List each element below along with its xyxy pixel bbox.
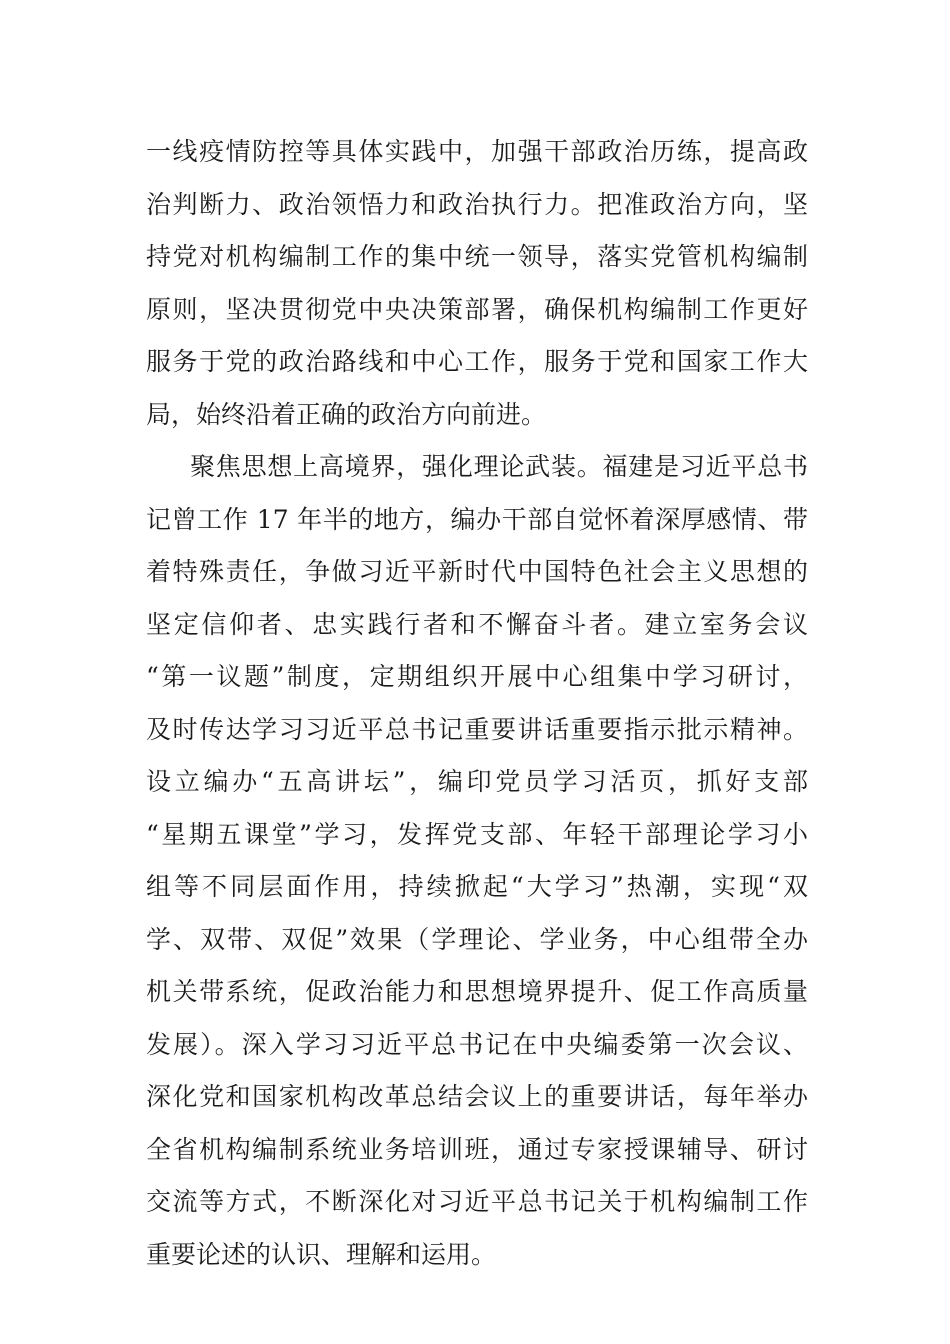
paragraph-2 [146,441,808,1281]
paragraph-line: 着特殊责任，争做习近平新时代中国特色社会主义思想的 [146,557,808,586]
document-body [146,126,808,1281]
paragraph-line: 发展）。深入学习习近平总书记在中央编委第一次会议、 [146,1029,808,1059]
paragraph-line: 组等不同层面作用，持续掀起“大学习”热潮，实现“双 [146,872,808,901]
paragraph-line: “第一议题”制度，定期组织开展中心组集中学习研讨， [146,662,808,691]
paragraph-line: 坚定信仰者、忠实践行者和不懈奋斗者。建立室务会议 [146,609,808,639]
paragraph-line: 深化党和国家机构改革总结会议上的重要讲话，每年举办 [146,1082,808,1111]
paragraph-line: 设立编办“五高讲坛”，编印党员学习活页，抓好支部 [146,767,808,796]
paragraph-line: 持党对机构编制工作的集中统一领导，落实党管机构编制 [146,242,808,271]
paragraph-line: 一线疫情防控等具体实践中，加强干部政治历练，提高政 [146,137,808,166]
paragraph-line: 机关带系统，促政治能力和思想境界提升、促工作高质量 [146,977,808,1006]
paragraph-line: 学、双带、双促”效果（学理论、学业务，中心组带全办 [146,924,808,954]
paragraph-line: 全省机构编制系统业务培训班，通过专家授课辅导、研讨 [146,1134,808,1164]
paragraph-line: 聚焦思想上高境界，强化理论武装。福建是习近平总书 [190,452,808,481]
paragraph-line: 原则，坚决贯彻党中央决策部署，确保机构编制工作更好 [146,294,808,324]
paragraph-line: 重要论述的认识、理解和运用。 [146,1239,497,1269]
paragraph-line: 及时传达学习习近平总书记重要讲话重要指示批示精神。 [146,714,808,744]
paragraph-line: 交流等方式，不断深化对习近平总书记关于机构编制工作 [146,1187,808,1216]
paragraph-line: 治判断力、政治领悟力和政治执行力。把准政治方向，坚 [146,189,808,219]
paragraph-line: 记曾工作 17 年半的地方，编办干部自觉怀着深厚感情、带 [146,504,808,534]
paragraph-line: 局，始终沿着正确的政治方向前进。 [146,399,547,429]
paragraph-line: 服务于党的政治路线和中心工作，服务于党和国家工作大 [146,347,808,376]
paragraph-line: “星期五课堂”学习，发挥党支部、年轻干部理论学习小 [146,819,808,849]
paragraph-1 [146,126,808,441]
